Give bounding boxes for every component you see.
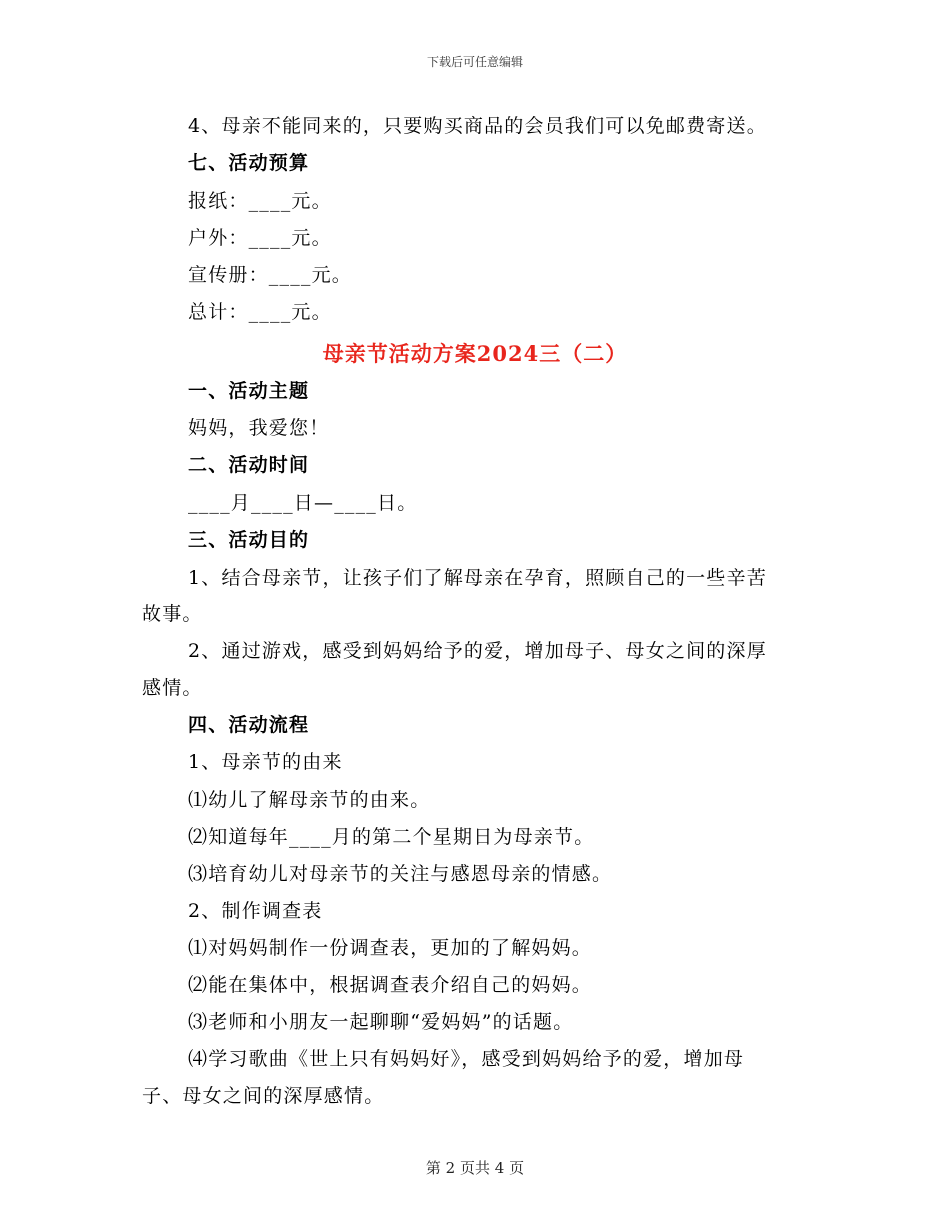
paragraph-line: 4、母亲不能同来的，只要购买商品的会员我们可以免邮费寄送。 [188, 115, 767, 137]
paragraph-line: 2、通过游戏，感受到妈妈给予的爱，增加母子、母女之间的深厚 [188, 640, 767, 662]
paragraph-line: 1、母亲节的由来 [188, 751, 343, 773]
section-heading: 四、活动流程 [188, 714, 310, 736]
paragraph-line: ⑷学习歌曲《世上只有妈妈好》，感受到妈妈给予的爱，增加母 [188, 1048, 745, 1070]
paragraph-line: 故事。 [142, 603, 203, 625]
section-heading: 三、活动目的 [188, 529, 310, 551]
page-header: 下载后可任意编辑 [426, 55, 523, 69]
paragraph-line: ____月____日—____日。 [188, 492, 418, 514]
paragraph-line: 感情。 [142, 677, 203, 699]
budget-line: 宣传册：____元。 [188, 264, 353, 286]
paragraph-line: 子、母女之间的深厚感情。 [142, 1085, 385, 1107]
paragraph-line: 1、结合母亲节，让孩子们了解母亲在孕育，照顾自己的一些辛苦 [188, 567, 767, 589]
paragraph-line: 妈妈，我爱您！ [188, 417, 330, 439]
page-footer: 第 2 页共 4 页 [425, 1159, 525, 1177]
section-heading: 二、活动时间 [188, 454, 310, 476]
budget-line: 报纸：____元。 [188, 190, 332, 212]
paragraph-line: ⑵能在集体中，根据调查表介绍自己的妈妈。 [188, 974, 593, 996]
paragraph-line: ⑶培育幼儿对母亲节的关注与感恩母亲的情感。 [188, 863, 613, 885]
paragraph-line: ⑴对妈妈制作一份调查表，更加的了解妈妈。 [188, 937, 593, 959]
paragraph-line: ⑵知道每年____月的第二个星期日为母亲节。 [188, 826, 595, 848]
section-heading: 七、活动预算 [188, 152, 310, 174]
section-heading: 一、活动主题 [188, 380, 310, 402]
paragraph-line: ⑴幼儿了解母亲节的由来。 [188, 789, 431, 811]
paragraph-line: 2、制作调查表 [188, 900, 323, 922]
budget-line: 户外：____元。 [188, 227, 332, 249]
document-title: 母亲节活动方案2024三（二） [322, 341, 628, 366]
budget-line: 总计：____元。 [188, 301, 332, 323]
paragraph-line: ⑶老师和小朋友一起聊聊“爱妈妈”的话题。 [188, 1011, 574, 1033]
